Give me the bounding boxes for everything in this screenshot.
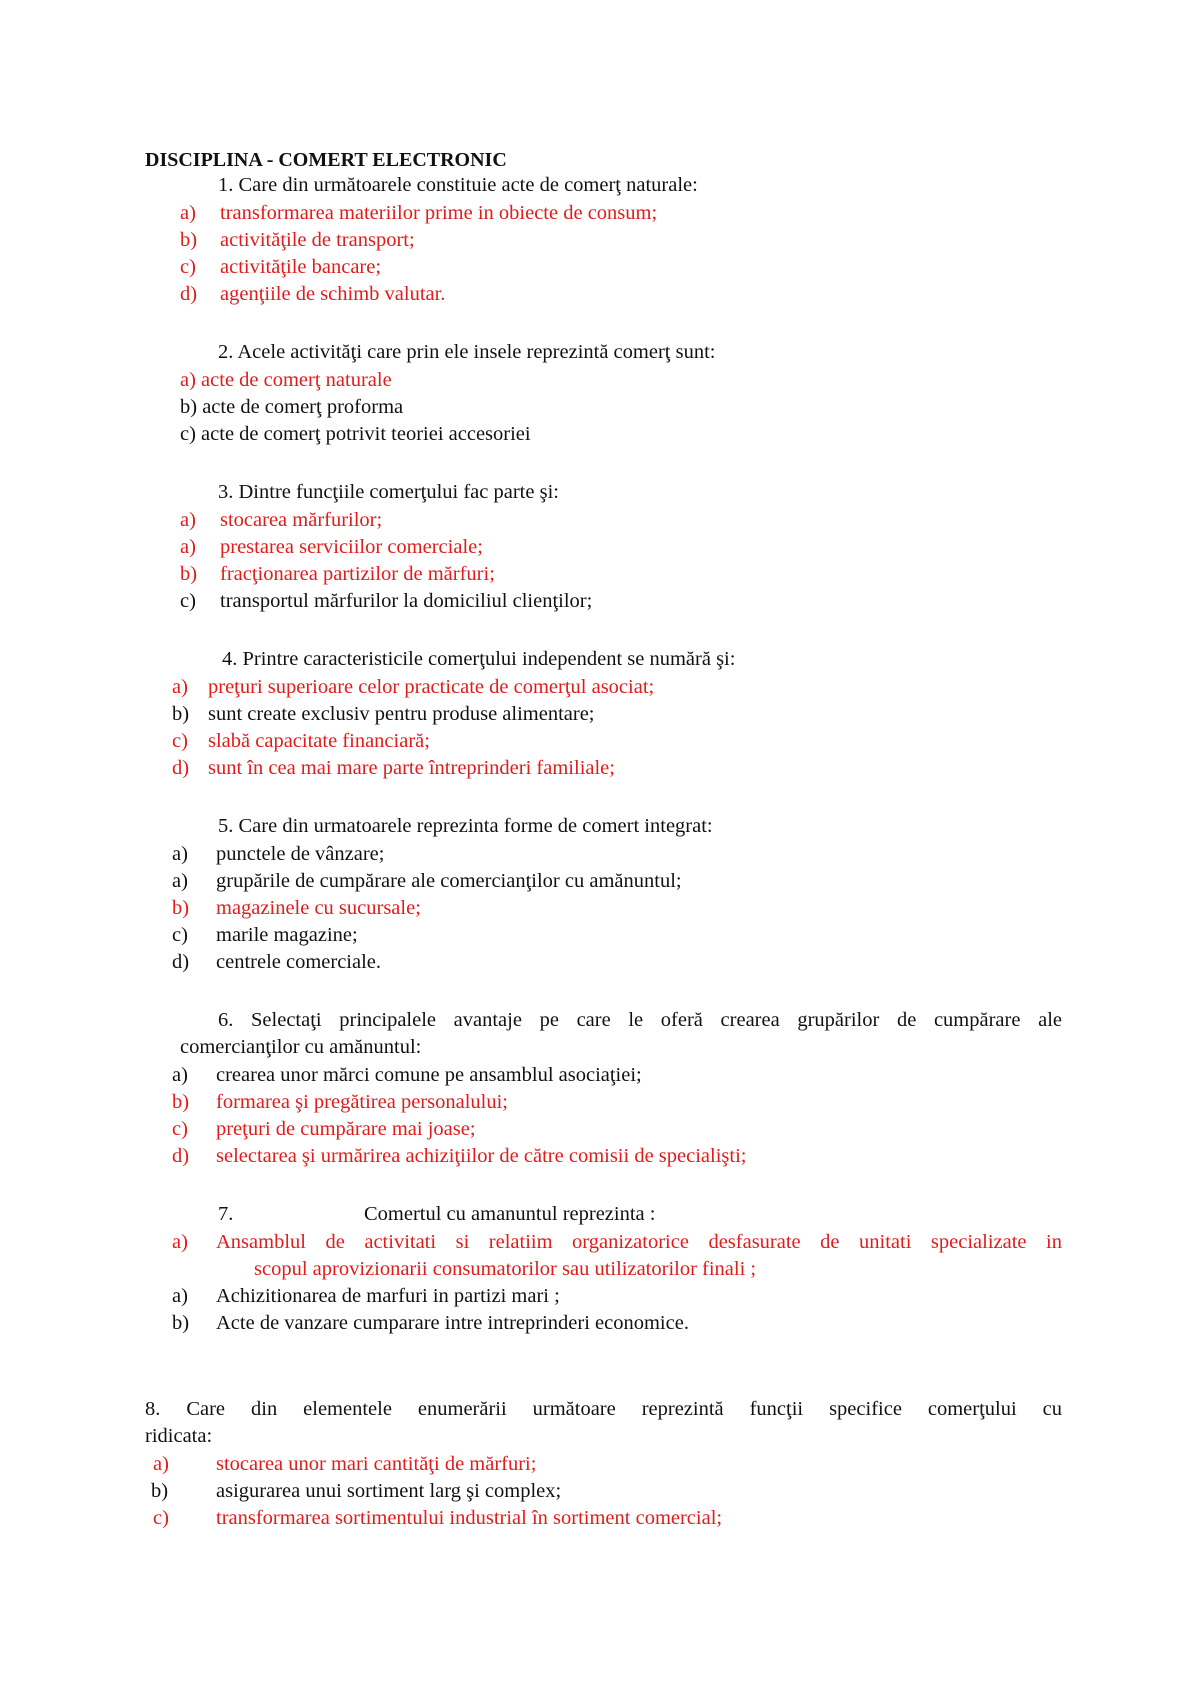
- q5-option-c: [172, 922, 358, 948]
- q1-option-d-text: agenţiile de schimb valutar.: [220, 283, 446, 305]
- q4-option-a: [172, 674, 654, 700]
- q4-option-d-text: sunt în cea mai mare parte întreprinderi familiale;: [208, 757, 615, 779]
- question-4: 4. Printre caracteristicile comerţului independent se numără şi:: [222, 648, 736, 670]
- q8-option-a: [153, 1451, 536, 1477]
- q3-option-a: [180, 507, 382, 533]
- q5-option-c-marker: c): [172, 924, 188, 946]
- document-title: DISCIPLINA - COMERT ELECTRONIC: [145, 149, 507, 171]
- q5-option-a2-marker: a): [172, 870, 188, 892]
- q7-option-b-marker: b): [172, 1312, 190, 1334]
- q7-option-a: [172, 1229, 1062, 1255]
- q3-option-a2-marker: a): [180, 536, 196, 558]
- q1-option-b-text: activităţile de transport;: [220, 229, 415, 251]
- q6-option-b-text: formarea şi pregătirea personalului;: [216, 1091, 508, 1113]
- q3-option-a-marker: a): [180, 509, 196, 531]
- q2-option-a: a) acte de comerţ naturale: [180, 369, 392, 391]
- question-1: 1. Care din următoarele constituie acte de comerţ naturale:: [218, 174, 698, 196]
- q5-option-a2: [172, 868, 682, 894]
- q6-option-b-marker: b): [172, 1091, 190, 1113]
- q3-option-a2-text: prestarea serviciilor comerciale;: [220, 536, 483, 558]
- q6-option-a: [172, 1062, 642, 1088]
- q7-option-b: [172, 1310, 689, 1336]
- q4-option-b-marker: b): [172, 703, 190, 725]
- q6-option-d: [172, 1143, 746, 1169]
- q7-option-a2-text: Achizitionarea de marfuri in partizi mari ;: [216, 1285, 560, 1307]
- q6-option-a-marker: a): [172, 1064, 188, 1086]
- q1-option-c-text: activităţile bancare;: [220, 256, 382, 278]
- q4-option-c: [172, 728, 430, 754]
- q7-option-a-line-2: scopul aprovizionarii consumatorilor sau utilizatorilor finali ;: [254, 1258, 757, 1280]
- q5-option-c-text: marile magazine;: [216, 924, 358, 946]
- q3-option-a-text: stocarea mărfurilor;: [220, 509, 383, 531]
- q4-option-d: [172, 755, 615, 781]
- q3-option-b: [180, 561, 495, 587]
- question-6-line-1: 6. Selectaţi principalele avantaje pe care le oferă crearea grupărilor de cumpărare ale: [218, 1009, 1062, 1031]
- q5-option-a-text: punctele de vânzare;: [216, 843, 385, 865]
- q4-option-c-marker: c): [172, 730, 188, 752]
- q5-option-b-text: magazinele cu sucursale;: [216, 897, 421, 919]
- q1-option-d: [180, 281, 445, 307]
- q5-option-d-marker: d): [172, 951, 190, 973]
- q7-option-a-line-1: Ansamblul de activitati si relatiim organizatorice desfasurate de unitati specializate in: [216, 1231, 1062, 1253]
- q1-option-a-marker: a): [180, 202, 196, 224]
- q5-option-a-marker: a): [172, 843, 188, 865]
- q6-option-c: [172, 1116, 476, 1142]
- q6-option-c-marker: c): [172, 1118, 188, 1140]
- q4-option-a-text: preţuri superioare celor practicate de comerţul asociat;: [208, 676, 655, 698]
- q8-option-a-marker: a): [153, 1453, 169, 1475]
- q8-option-a-text: stocarea unor mari cantităţi de mărfuri;: [216, 1453, 537, 1475]
- q6-option-b: [172, 1089, 508, 1115]
- q5-option-b-marker: b): [172, 897, 190, 919]
- q2-option-b: b) acte de comerţ proforma: [180, 396, 404, 418]
- q6-option-a-text: crearea unor mărci comune pe ansamblul asociaţiei;: [216, 1064, 642, 1086]
- q5-option-d: [172, 949, 381, 975]
- question-2: 2. Acele activităţi care prin ele insele reprezintă comerţ sunt:: [218, 341, 716, 363]
- q1-option-b: [180, 227, 415, 253]
- question-8-line-1: 8. Care din elementele enumerării următoare reprezintă funcţii specifice comerţului cu: [145, 1398, 1062, 1420]
- q8-option-c-marker: c): [153, 1507, 169, 1529]
- q3-option-a2: [180, 534, 483, 560]
- q3-option-c-marker: c): [180, 590, 196, 612]
- q3-option-b-text: fracţionarea partizilor de mărfuri;: [220, 563, 495, 585]
- q7-option-b-text: Acte de vanzare cumparare intre intreprinderi economice.: [216, 1312, 689, 1334]
- q7-option-a2-marker: a): [172, 1285, 188, 1307]
- q1-option-d-marker: d): [180, 283, 198, 305]
- q6-option-d-marker: d): [172, 1145, 190, 1167]
- q4-option-a-marker: a): [172, 676, 188, 698]
- q1-option-a-text: transformarea materiilor prime in obiecte de consum;: [220, 202, 658, 224]
- q8-option-b: [151, 1478, 561, 1504]
- q5-option-d-text: centrele comerciale.: [216, 951, 382, 973]
- question-3: 3. Dintre funcţiile comerţului fac parte şi:: [218, 481, 559, 503]
- q1-option-b-marker: b): [180, 229, 198, 251]
- q8-option-c-text: transformarea sortimentului industrial în sortiment comercial;: [216, 1507, 723, 1529]
- q3-option-c-text: transportul mărfurilor la domiciliul clienţilor;: [220, 590, 593, 612]
- q4-option-c-text: slabă capacitate financiară;: [208, 730, 430, 752]
- q3-option-b-marker: b): [180, 563, 198, 585]
- q8-option-b-marker: b): [151, 1480, 169, 1502]
- q1-option-a: [180, 200, 657, 226]
- q1-option-c: [180, 254, 381, 280]
- question-5: 5. Care din urmatoarele reprezinta forme de comert integrat:: [218, 815, 713, 837]
- q2-option-c: c) acte de comerţ potrivit teoriei accesoriei: [180, 423, 531, 445]
- q8-option-b-text: asigurarea unui sortiment larg şi complex;: [216, 1480, 562, 1502]
- q5-option-b: [172, 895, 421, 921]
- q8-option-c: [153, 1505, 722, 1531]
- q4-option-b: [172, 701, 595, 727]
- q1-option-c-marker: c): [180, 256, 196, 278]
- question-6-line-2: comercianţilor cu amănuntul:: [180, 1036, 422, 1058]
- question-7-number: 7.: [218, 1203, 234, 1225]
- q7-option-a2: [172, 1283, 560, 1309]
- q3-option-c: [180, 588, 592, 614]
- q4-option-d-marker: d): [172, 757, 190, 779]
- q6-option-d-text: selectarea şi urmărirea achiziţiilor de către comisii de specialişti;: [216, 1145, 747, 1167]
- q7-option-a-marker: a): [172, 1231, 188, 1253]
- question-8-line-2: ridicata:: [145, 1425, 213, 1447]
- q5-option-a: [172, 841, 384, 867]
- q6-option-c-text: preţuri de cumpărare mai joase;: [216, 1118, 476, 1140]
- q4-option-b-text: sunt create exclusiv pentru produse alimentare;: [208, 703, 595, 725]
- q5-option-a2-text: grupările de cumpărare ale comercianţilor cu amănuntul;: [216, 870, 682, 892]
- question-7: Comertul cu amanuntul reprezinta :: [364, 1203, 656, 1225]
